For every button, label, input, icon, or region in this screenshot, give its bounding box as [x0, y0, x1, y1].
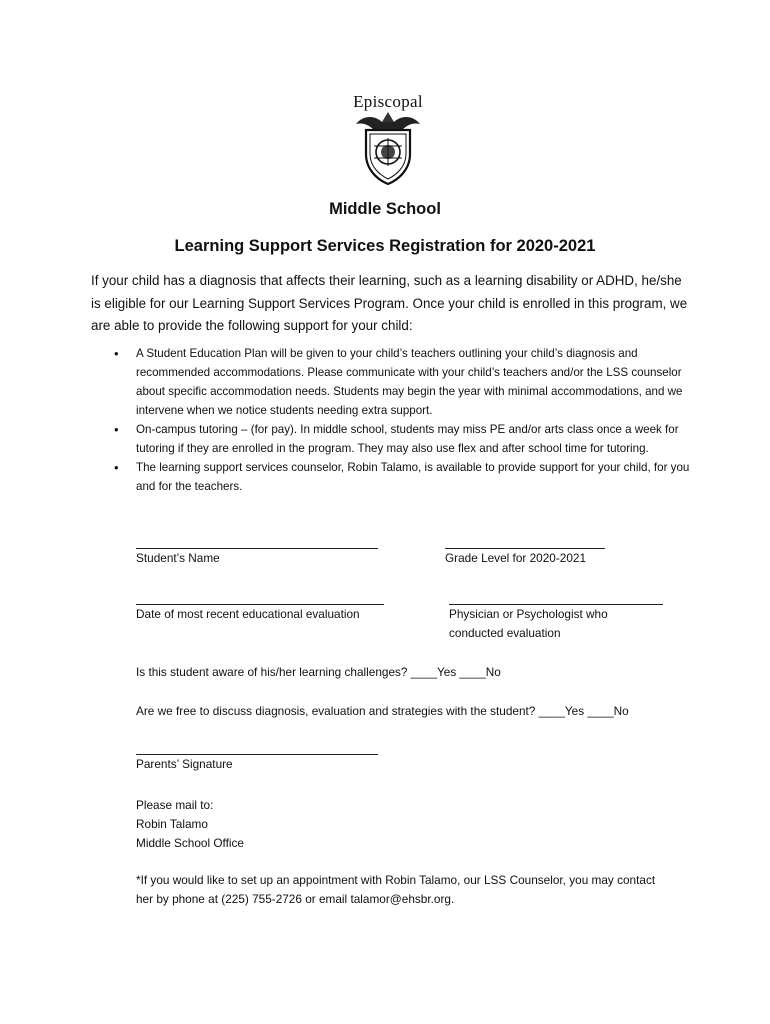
- bullet-icon: •: [114, 422, 119, 437]
- mail-to-name: Robin Talamo: [136, 817, 208, 831]
- evaluation-date-line[interactable]: [136, 593, 384, 605]
- grade-level-field[interactable]: [445, 537, 605, 568]
- discuss-question[interactable]: Are we free to discuss diagnosis, evaluation and strategies with the student? ____Yes ____No: [136, 704, 629, 718]
- appointment-footnote: *If you would like to set up an appointment with Robin Talamo, our LSS Counselor, you may contact her by phone at (225) 755-2726 or email talamor@ehsbr.org.: [136, 873, 656, 906]
- student-name-field[interactable]: [136, 537, 378, 568]
- school-heading: Middle School: [329, 200, 441, 218]
- mail-to-label: Please mail to:: [136, 798, 214, 812]
- evaluator-field[interactable]: [449, 593, 663, 643]
- evaluation-date-label: Date of most recent educational evaluation: [136, 607, 360, 621]
- evaluator-line[interactable]: [449, 593, 663, 605]
- list-item: • On-campus tutoring – (for pay). In middle school, students may miss PE and/or arts class once a week for tutoring if they are enrolled in the program. They may also use flex and after school time for tutoring.: [114, 422, 679, 455]
- evaluator-label: Physician or Psychologist who conducted evaluation: [449, 607, 608, 640]
- evaluation-date-field[interactable]: [136, 593, 384, 624]
- bullet-icon: •: [114, 460, 119, 475]
- mail-to-block: [136, 796, 436, 853]
- student-name-line[interactable]: [136, 537, 378, 549]
- grade-level-label: Grade Level for 2020-2021: [445, 551, 587, 565]
- list-item: • The learning support services counselor, Robin Talamo, is available to provide support for your child, for you and for the teachers.: [114, 460, 690, 493]
- support-list: [114, 344, 696, 496]
- school-crest-icon: [352, 110, 424, 186]
- form-title: Learning Support Services Registration for 2020-2021: [174, 237, 596, 255]
- intro-paragraph: If your child has a diagnosis that affects their learning, such as a learning disability or ADHD, he/she is eligible for our Learning Support Services Program. Once your child is enrolled in this program, we are able to provide the following support for your child:: [91, 273, 688, 333]
- grade-level-line[interactable]: [445, 537, 605, 549]
- student-name-label: Student’s Name: [136, 551, 220, 565]
- parents-signature-field[interactable]: [136, 743, 378, 774]
- parents-signature-line[interactable]: [136, 743, 378, 755]
- parents-signature-label: Parents’ Signature: [136, 757, 233, 771]
- mail-to-office: Middle School Office: [136, 836, 244, 850]
- school-logo: [338, 92, 438, 192]
- logo-wordmark: Episcopal: [353, 92, 423, 111]
- aware-question[interactable]: Is this student aware of his/her learning challenges? ____Yes ____No: [136, 665, 501, 679]
- bullet-icon: •: [114, 346, 119, 361]
- list-item: • A Student Education Plan will be given to your child’s teachers outlining your child’s diagnosis and recommended accommodations. Please communicate with your child’s teachers and/or the LSS counselor about specific accommodation needs. Students may begin the year with minimal accommodations, and we intervene when we notice students needing extra support.: [114, 346, 683, 417]
